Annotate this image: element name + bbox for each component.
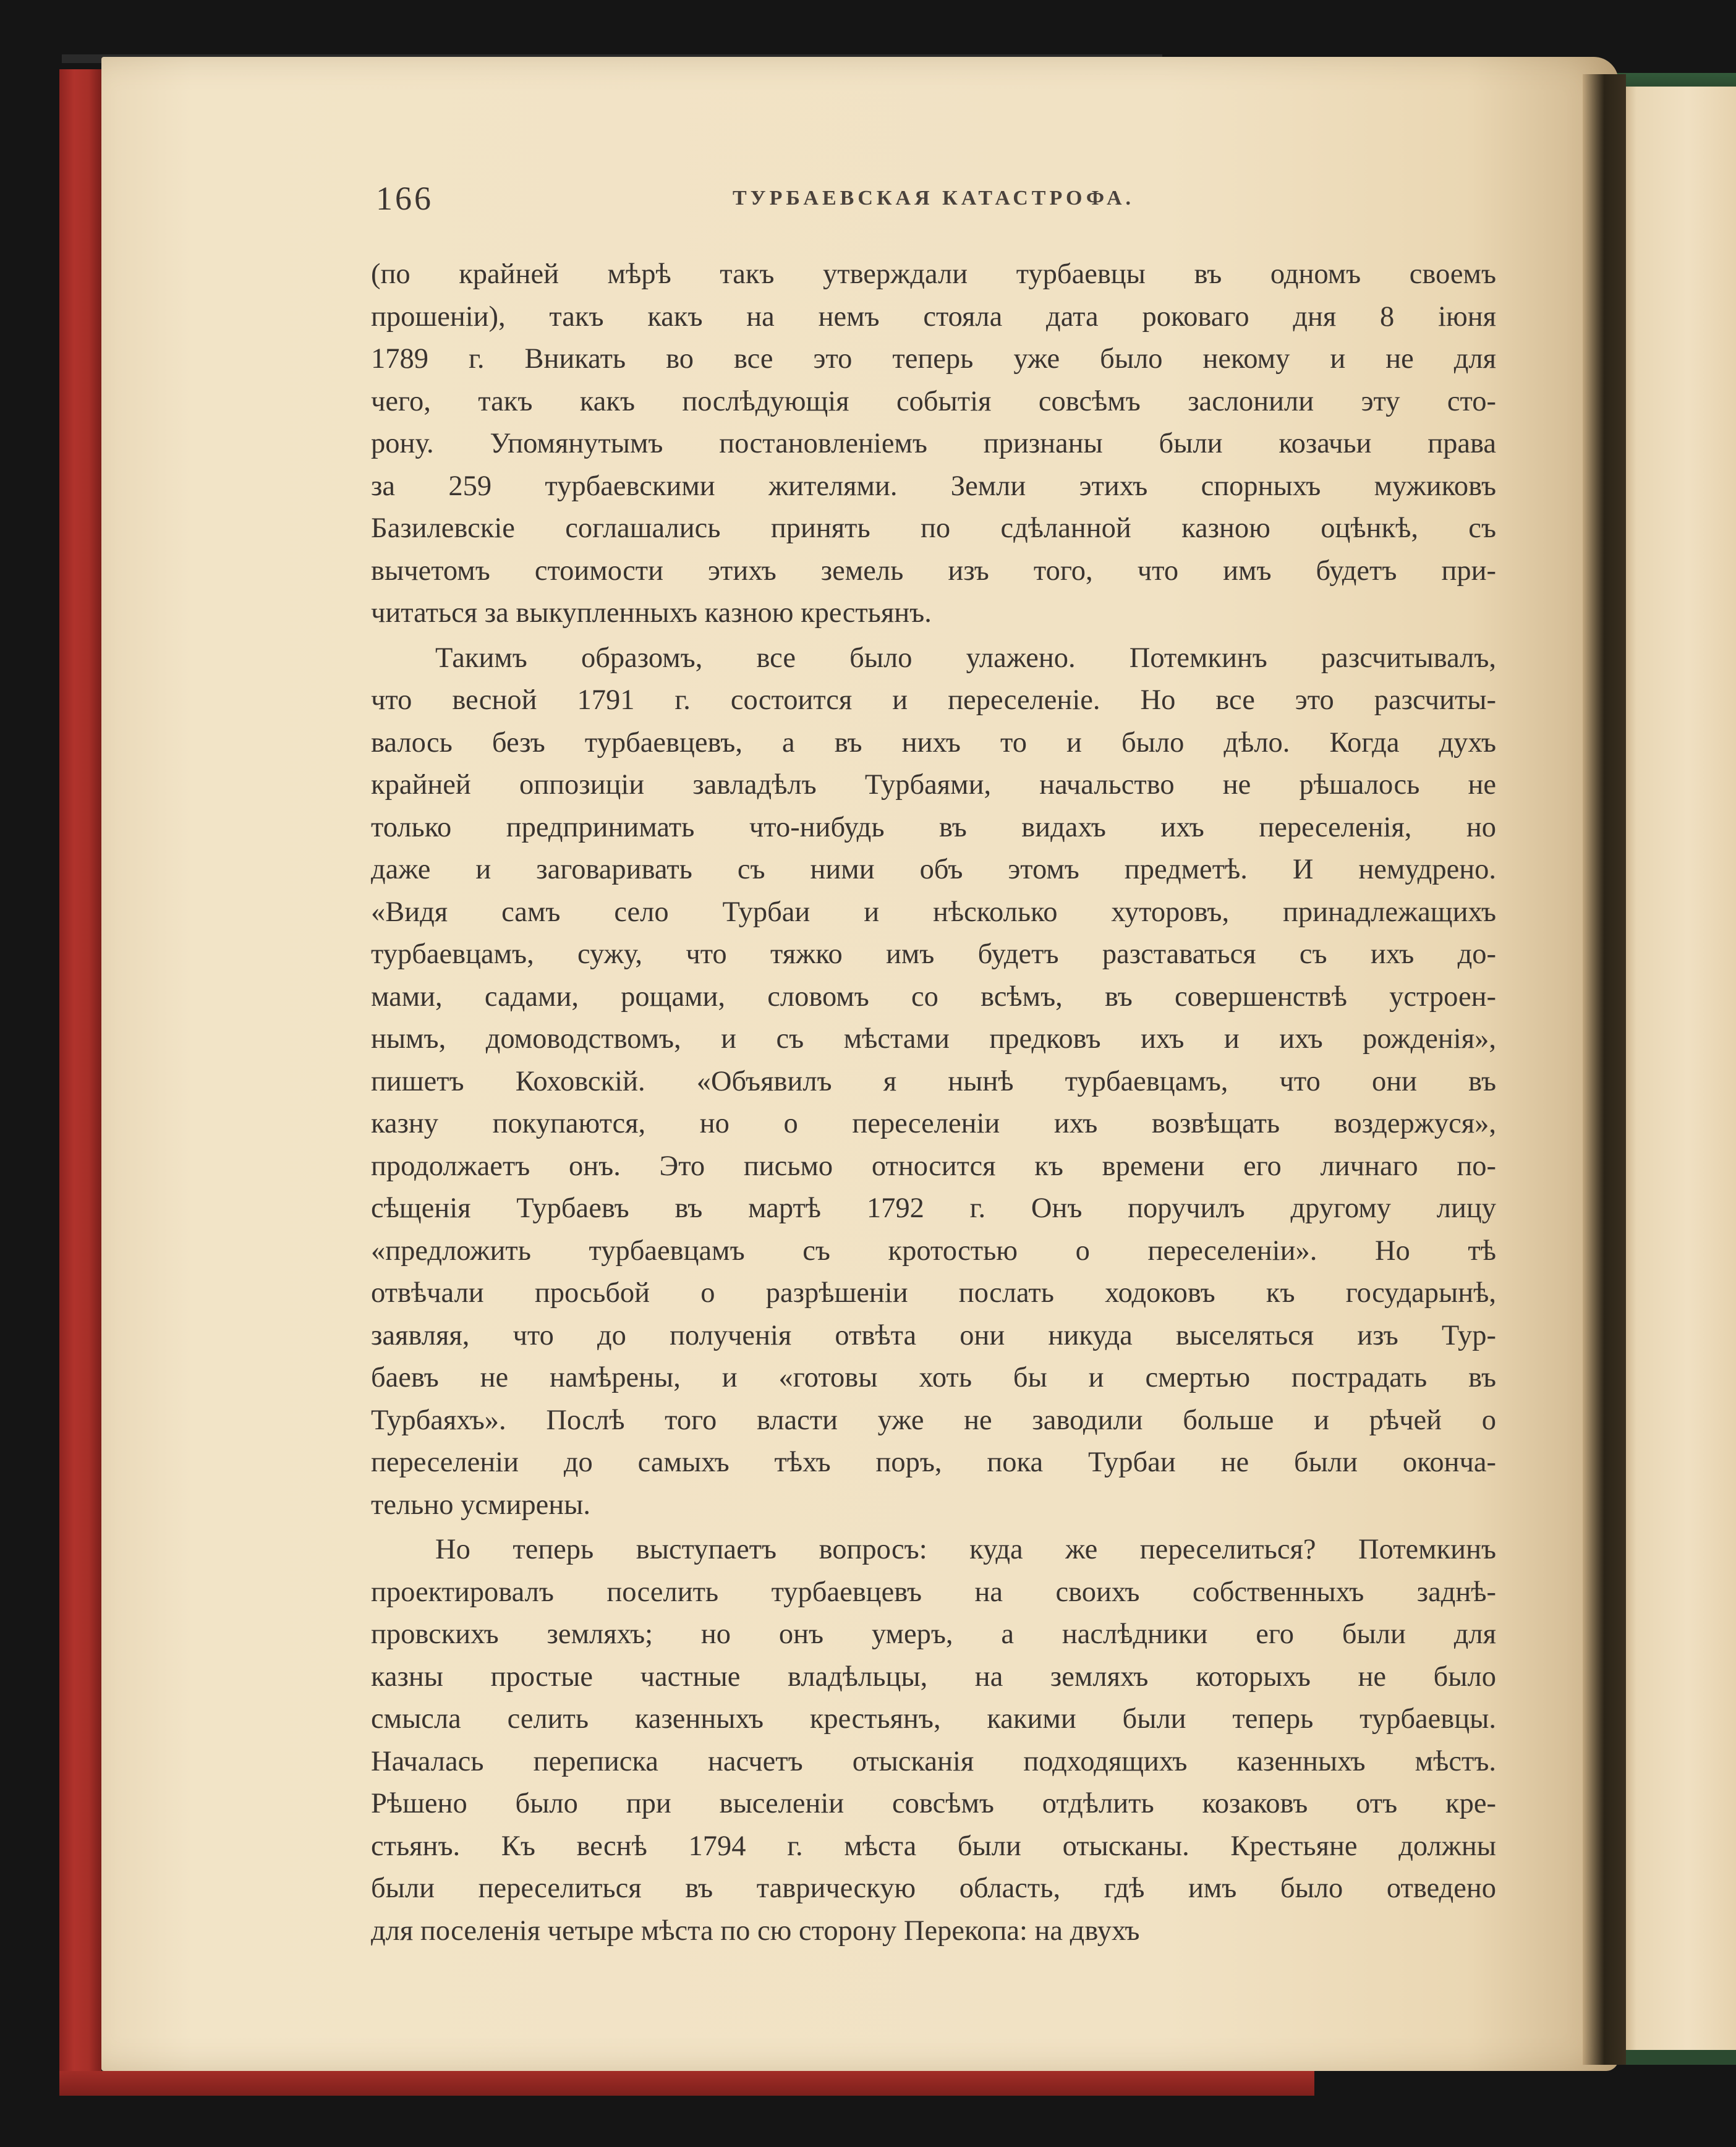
text-line: валось безъ турбаевцевъ, а въ нихъ то и было дѣло. Когда духъ (371, 726, 1496, 759)
text-line: Рѣшено было при выселеніи совсѣмъ отдѣлить козаковъ отъ кре- (371, 1788, 1496, 1819)
text-line: за 259 турбаевскими жителями. Земли этихъ спорныхъ мужиковъ (371, 470, 1496, 502)
paragraph (371, 253, 1496, 635)
text-line: Началась переписка насчетъ отысканія подходящихъ казенныхъ мѣстъ. (371, 1745, 1496, 1777)
facing-page-edge (1615, 73, 1736, 2057)
text-line: казну покупаются, но о переселеніи ихъ возвѣщать воздержуся», (371, 1108, 1496, 1139)
text-line: турбаевцамъ, сужу, что тяжко имъ будетъ разставаться съ ихъ до- (371, 938, 1496, 970)
text-line: мами, садами, рощами, словомъ со всѣмъ, въ совершенствѣ устроен- (371, 980, 1496, 1013)
text-line: рону. Упомянутымъ постановленіемъ признаны были козачьи права (371, 428, 1496, 459)
body-text (371, 253, 1496, 1952)
text-line: пишетъ Коховскій. «Объявилъ я нынѣ турбаевцамъ, что они въ (371, 1065, 1496, 1097)
text-line: проектировалъ поселить турбаевцевъ на своихъ собственныхъ заднѣ- (371, 1576, 1496, 1608)
text-line: продолжаетъ онъ. Это письмо относится къ времени его личнаго по- (371, 1150, 1496, 1182)
text-line: «предложить турбаевцамъ съ кротостью о переселеніи». Но тѣ (371, 1235, 1496, 1267)
text-line: «Видя самъ село Турбаи и нѣсколько хуторовъ, принадлежащихъ (371, 896, 1496, 928)
red-book-cover-left (59, 69, 101, 2094)
text-line: даже и заговаривать съ ними объ этомъ предметѣ. И немудрено. (371, 854, 1496, 885)
text-line: тельно усмирены. (371, 1489, 590, 1521)
text-line: Такимъ образомъ, все было улажено. Потемкинъ разсчитывалъ, (435, 642, 1496, 674)
text-line: казны простые частные владѣльцы, на земляхъ которыхъ не было (371, 1660, 1496, 1693)
text-line: заявляя, что до полученія отвѣта они никуда выселяться изъ Тур- (371, 1319, 1496, 1351)
text-line: вычетомъ стоимости этихъ земель изъ того, что имъ будетъ при- (371, 555, 1496, 587)
text-line: для поселенія четыре мѣста по сю сторону Перекопа: на двухъ (371, 1915, 1140, 1947)
text-line: только предпринимать что-нибудь въ видахъ ихъ переселенія, но (371, 811, 1496, 843)
text-line: баевъ не намѣрены, и «готовы хоть бы и смертью пострадать въ (371, 1362, 1496, 1393)
text-line: 1789 г. Вникать во все это теперь уже было некому и не для (371, 343, 1496, 375)
page-header (371, 179, 1496, 224)
text-line: Но теперь выступаетъ вопросъ: куда же переселиться? Потемкинъ (435, 1534, 1496, 1565)
paragraph (371, 1529, 1496, 1952)
page-gutter-shadow (1583, 74, 1626, 2065)
text-line: отвѣчали просьбой о разрѣшеніи послать ходоковъ къ государынѣ, (371, 1277, 1496, 1309)
text-line: нымъ, домоводствомъ, и съ мѣстами предковъ ихъ и ихъ рожденія», (371, 1023, 1496, 1055)
text-line: что весной 1791 г. состоится и переселеніе. Но все это разсчиты- (371, 684, 1496, 716)
text-line: провскихъ земляхъ; но онъ умеръ, а наслѣдники его были для (371, 1618, 1496, 1650)
text-line: переселеніи до самыхъ тѣхъ поръ, пока Турбаи не были оконча- (371, 1447, 1496, 1478)
text-line: были переселиться въ таврическую область, гдѣ имъ было отведено (371, 1873, 1496, 1904)
text-line: чего, такъ какъ послѣдующія событія совсѣмъ заслонили эту сто- (371, 385, 1496, 417)
text-line: Турбаяхъ». Послѣ того власти уже не заводили больше и рѣчей о (371, 1404, 1496, 1436)
paragraph (371, 637, 1496, 1527)
page-text (371, 179, 1496, 1952)
text-line: Базилевскіе соглашались принять по сдѣланной казною оцѣнкѣ, съ (371, 512, 1496, 544)
text-line: читаться за выкупленныхъ казною крестьянъ. (371, 597, 932, 629)
text-line: прошеніи), такъ какъ на немъ стояла дата роковаго дня 8 іюня (371, 300, 1496, 333)
facing-page-top-cover (1615, 73, 1736, 87)
running-title: ТУРБАЕВСКАЯ КАТАСТРОФА. (733, 187, 1134, 210)
page-number: 166 (376, 180, 433, 217)
text-line: крайней оппозиціи завладѣлъ Турбаями, начальство не рѣшалось не (371, 769, 1496, 801)
red-book-cover-bottom (59, 2071, 1314, 2096)
text-line: сѣщенія Турбаевъ въ мартѣ 1792 г. Онъ поручилъ другому лицу (371, 1193, 1496, 1224)
facing-page-bottom-cover (1615, 2050, 1736, 2065)
text-line: стьянъ. Къ веснѣ 1794 г. мѣста были отысканы. Крестьяне должны (371, 1830, 1496, 1862)
text-line: (по крайней мѣрѣ такъ утверждали турбаевцы въ одномъ своемъ (371, 258, 1496, 290)
text-line: смысла селить казенныхъ крестьянъ, какими были теперь турбаевцы. (371, 1703, 1496, 1735)
